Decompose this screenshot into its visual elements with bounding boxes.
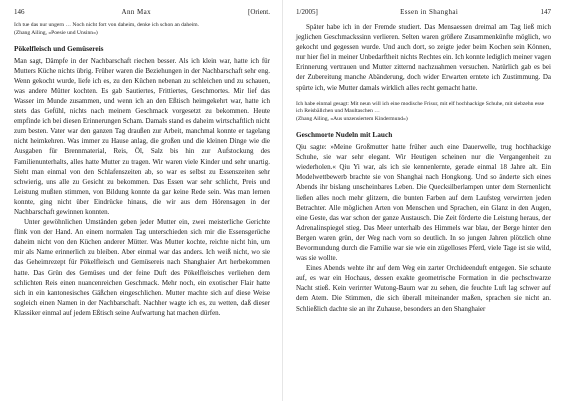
- left-page: [0, 0, 282, 401]
- running-head-title: Essen in Shanghai: [400, 8, 459, 16]
- page-number: 147: [540, 8, 551, 16]
- epigraph-source: (Zhang Ailing, »Poesie und Unsinn«): [14, 29, 98, 36]
- body-paragraph: Eines Abends wehte ihr auf dem Weg ein zarter Orchideenduft entgegen. Sie schaute auf, es war ein Hochaus, dessen exakte geometrische Formation in die pechschwarze Nacht stieß. Kein verirrter Wutong-Baum war zu sehen, die feuchte Luft lag schwer auf dem Atem. Die Stimmen, die sich überall miteinander maßen, sprachen sie nicht an. Schließlich dachte sie an ihr Zuhause, besonders an den Shanghaier: [296, 264, 551, 313]
- running-head-author: Ann Max: [121, 8, 151, 16]
- section-heading: Pökelfleisch und Gemüsereis: [14, 43, 104, 53]
- epigraph: Ich tue das nur ungern … Noch nicht fort von daheim, denke ich schon an daheim.: [14, 22, 200, 28]
- body-paragraph: Unter gewöhnlichen Umständen geben jeder Mutter ein, zwei meisterliche Gerichte flink von der Hand. An einem normalen Tag unterschieden sich mir die Essensgerüche daheim nicht von den Küchen anderer Mütter. Was Mutter kochte, reichte nicht hin, um mir als Name erinnerlich zu bleiben. Aber einmal war das anders. Ich weiß nicht, wo sie das Geheimrezept für Pökelfleisch und Gemüsereis nach Shanghaier Art herbekommen hatte. Das Grün des Gemüses und der feine Duft des Pökelfleisches verliehen dem schlichten Reis einen nuancenreichen Geschmack. Mehr noch, ein exotischer Flair hatte sich in ein kantonesisches Gäßchen eingeschlichen. Mutter machte sich auf diese Weise sogleich einen Namen in der Nachbarschaft. Nachher wagte ich es, zu wetten, daß dieser Klassiker einmal auf jedem Eßtisch seine Aufwartung hat machen dürfen.: [14, 218, 270, 317]
- right-page: [282, 0, 564, 401]
- body-paragraph: Qiu sagte: »Meine Großmutter hatte früher auch eine Dauerwelle, trug hochhackige Schuhe, sie war sehr elegant. Wir Heutigen scheinen nur die Vergangenheit zu wiederholen.« Qiu Yi war, als ich sie kennenlernte, gerade einmal 18 Jahre alt. Ein Modelwettbewerb brachte sie von Shanghai nach Hongkong. Und so änderte sich eines Abends ihr bislang unscheinbares Leben. Die Quecksilberlampen unter dem Sternenlicht ließen alles noch mehr glitzern, die bunten Farben auf dem Laufsteg verwirrten jeden Betrachter. Alle möglichen Arten von Menschen und Sprachen, ein Glanz in den Augen, eine Geste, das war schon der ganze Austausch. Die Zeit förderte die Leistung heraus, der Adrenalinspiegel stieg. Das Meer unterhalb des Himmels war blau, der Berge hinter den Bergen waren grün, der Weg nach vorn so deutlich. In so jungen Jahren plötzlich ohne Bevormundung durch die Familie war sie wie ein zügelloses Pferd, viele Tage ist sie wild, was sie wollte.: [296, 143, 551, 263]
- left-running-head: [14, 8, 270, 16]
- body-paragraph: Später habe ich in der Fremde studiert. Das Mensaessen dreimal am Tag ließ mich jeglichen Geschmackssinn verlieren. Selten waren größere Zusammenkünfte möglich, wo gekocht und gegessen wurde. Und auch dort, so zeigte jeder beim Kochen sein Können, nur hier fiel in meiner Unbedarftheit nichts Rechtes ein. Ich konnte lediglich meiner vagen Erinnerung vertrauen und Mutter zitternd nachzuahmen versuchen. Natürlich gab es bei der Zubereitung manche Abänderung, doch wider Erwarten erntete ich Zustimmung. Da spürte ich, wie Mutter damals wirklich alles recht gemacht hatte.: [296, 23, 551, 92]
- running-head-issue: 1/2005]: [296, 8, 318, 16]
- page-number: 146: [14, 8, 25, 16]
- body-paragraph: Man sagt, Dämpfe in der Nachbarschaft riechen besser. Als ich klein war, hatte ich für Mutters Küche nichts übrig. Früher waren die Beziehungen in der Nachbarschaft sehr eng. Wenn gekocht wurde, liefe ich es, zu den Küchen nebenan zu schleichen und zu schauen, was andere Mütter kochten. Es gab Sautiertes, Frittiertes, Geschmortes. Mir lief das Wasser im Munde zusammen, und wenn ich an den Eßtisch heimgekehrt war, hatte ich stets das Gefühl, nichts nach meinem Geschmack vorgesetzt zu bekommen. Heute empfinde ich bei diesen Erinnerungen Scham. Damals stand es daheim wirtschaftlich nicht zum besten. Vater war den ganzen Tag draußen zur Arbeit, manchmal konnte er tagelang nicht heimkehren. Was immer zu Hause anlag, die großen und die kleinen Dinge wie die Ausgaben für Brennmaterial, Reis, Öl, Salz bis hin zur Aufstockung des Familienunterhalts, alles hatte Mutter zu tragen. Wir waren viele Kinder und sehr unartig. Sieht man einmal von den Schlafenszeiten ab, so war es selbst zu Essenszeiten sehr schwierig, uns alle zu Gesicht zu bekommen. Das Essen war sehr schlicht, Preis und Leistung mußten stimmen, von Bildung konnte da gar keine Rede sein. Was man lernen konnte, ging nicht über Eindrücke hinaus, die wir aus dem Hörensagen in der Nachbarschaft gewinnen konnten.: [14, 56, 270, 216]
- epigraph-source: (Zhang Ailing, »Aus unzensiertem Kindermund«): [296, 116, 408, 123]
- epigraph: Ich habe einmal gesagt: Mit neun will ich eine modische Frisur, mit elf hochhackige Schuhe, mit siebzehn esse ich Reisbällchen und Maultaschen …: [296, 100, 545, 115]
- running-head-journal: [Orient.: [248, 8, 270, 16]
- section-heading: Geschmorte Nudeln mit Lauch: [296, 130, 393, 140]
- right-running-head: [296, 8, 551, 16]
